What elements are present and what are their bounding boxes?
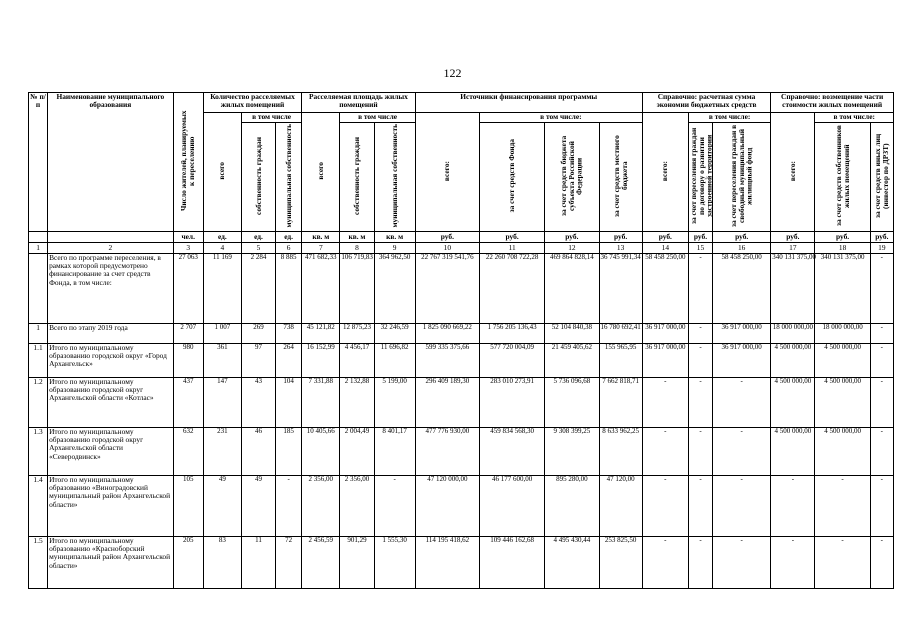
column-number: 17: [771, 243, 815, 254]
row-value: 11 169: [203, 254, 241, 324]
unit-cell: кв. м: [302, 232, 340, 243]
header-compensation-incl: в том числе:: [815, 113, 894, 123]
row-value: -: [771, 476, 815, 537]
header-regional: за счет средств бюджета субъекта Российской Федерации: [545, 123, 599, 232]
row-value: 147: [203, 378, 241, 428]
row-value: 4 500 000,00: [771, 344, 815, 378]
column-number: 19: [870, 243, 893, 254]
row-value: -: [870, 344, 893, 378]
header-fund: за счет средств Фонда: [479, 123, 544, 232]
row-value: -: [642, 476, 688, 537]
row-value: 105: [173, 476, 203, 537]
row-value: -: [688, 324, 712, 344]
header-compensation: Справочно: возмещение части стоимости жилых помещений: [771, 93, 894, 113]
row-value: 632: [173, 428, 203, 476]
row-value: 231: [203, 428, 241, 476]
column-number: 18: [815, 243, 870, 254]
row-value: -: [815, 537, 870, 589]
row-value: 264: [276, 344, 302, 378]
row-value: -: [713, 428, 771, 476]
page-number: 122: [443, 66, 462, 80]
row-value: 5 736 096,68: [545, 378, 599, 428]
row-value: 599 335 375,66: [415, 344, 479, 378]
column-number: 2: [48, 243, 174, 254]
unit-cell: [48, 232, 174, 243]
unit-cell: руб.: [599, 232, 642, 243]
row-value: -: [870, 428, 893, 476]
header-area-municipal: муниципальная собственность: [374, 123, 415, 232]
column-number: 1: [29, 243, 48, 254]
row-value: 109 446 162,68: [479, 537, 544, 589]
row-value: 459 834 568,30: [479, 428, 544, 476]
row-value: 36 917 000,00: [642, 344, 688, 378]
unit-cell: руб.: [870, 232, 893, 243]
row-value: 8 401,17: [374, 428, 415, 476]
header-rooms-total: всего: [203, 113, 241, 232]
column-number: 5: [241, 243, 275, 254]
row-value: 16 152,99: [302, 344, 340, 378]
row-value: 4 500 000,00: [771, 378, 815, 428]
header-number: № п/п: [29, 93, 48, 232]
row-value: 11 696,82: [374, 344, 415, 378]
row-value: 4 456,17: [340, 344, 374, 378]
row-value: -: [815, 476, 870, 537]
row-value: 83: [203, 537, 241, 589]
unit-cell: руб.: [713, 232, 771, 243]
row-value: 10 405,66: [302, 428, 340, 476]
row-value: 2 132,88: [340, 378, 374, 428]
row-value: 340 131 375,00: [771, 254, 815, 324]
row-value: 2 356,00: [340, 476, 374, 537]
row-value: 46: [241, 428, 275, 476]
unit-cell: руб.: [479, 232, 544, 243]
column-number: 9: [374, 243, 415, 254]
row-value: 47 120 000,00: [415, 476, 479, 537]
row-name: Итого по муниципальному образованию городской округ «Город Архангельск»: [48, 344, 174, 378]
column-number: 11: [479, 243, 544, 254]
row-value: 12 875,23: [340, 324, 374, 344]
row-name: Итого по муниципальному образованию «Виноградовский муниципальный район Архангельской области»: [48, 476, 174, 537]
unit-cell: руб.: [545, 232, 599, 243]
row-value: -: [374, 476, 415, 537]
unit-cell: ед.: [241, 232, 275, 243]
row-value: 205: [173, 537, 203, 589]
unit-cell: [29, 232, 48, 243]
row-value: 49: [241, 476, 275, 537]
column-number: 3: [173, 243, 203, 254]
row-value: -: [688, 428, 712, 476]
row-value: 1 555,30: [374, 537, 415, 589]
row-value: 18 000 000,00: [771, 324, 815, 344]
row-value: -: [688, 537, 712, 589]
column-number: 16: [713, 243, 771, 254]
row-value: 4 495 430,44: [545, 537, 599, 589]
row-value: 901,29: [340, 537, 374, 589]
row-number: 1.4: [29, 476, 48, 537]
row-name: Итого по муниципальному образованию «Красноборский муниципальный район Архангельской области»: [48, 537, 174, 589]
row-value: 22 767 319 541,76: [415, 254, 479, 324]
row-value: 469 864 828,14: [545, 254, 599, 324]
column-number: 13: [599, 243, 642, 254]
table-row: [29, 344, 894, 378]
row-value: 52 104 840,38: [545, 324, 599, 344]
row-name: Всего по программе переселения, в рамках которой предусмотрено финансирование за счет средств Фонда, в том числе:: [48, 254, 174, 324]
row-value: 2 356,00: [302, 476, 340, 537]
row-value: 22 260 708 722,28: [479, 254, 544, 324]
row-number: 1.2: [29, 378, 48, 428]
row-value: 1 825 090 669,22: [415, 324, 479, 344]
table-row: [29, 324, 894, 344]
column-number: 8: [340, 243, 374, 254]
header-sources-total: всего:: [415, 113, 479, 232]
row-value: 980: [173, 344, 203, 378]
row-value: -: [713, 537, 771, 589]
row-value: 2 004,49: [340, 428, 374, 476]
row-number: [29, 254, 48, 324]
row-value: 7 331,88: [302, 378, 340, 428]
row-value: 361: [203, 344, 241, 378]
row-value: 577 720 004,09: [479, 344, 544, 378]
row-value: 269: [241, 324, 275, 344]
unit-cell: чел.: [173, 232, 203, 243]
row-value: 8 885: [276, 254, 302, 324]
row-value: 45 121,82: [302, 324, 340, 344]
header-area: Расселяемая площадь жилых помещений: [302, 93, 415, 113]
row-number: 1.3: [29, 428, 48, 476]
row-value: -: [276, 476, 302, 537]
row-value: -: [688, 254, 712, 324]
row-value: 2 284: [241, 254, 275, 324]
row-value: 8 633 962,25: [599, 428, 642, 476]
row-value: -: [870, 537, 893, 589]
row-value: 9 308 399,25: [545, 428, 599, 476]
header-savings-total: всего:: [642, 113, 688, 232]
row-value: 296 409 189,30: [415, 378, 479, 428]
row-value: -: [642, 378, 688, 428]
row-number: 1: [29, 324, 48, 344]
row-value: 104: [276, 378, 302, 428]
unit-cell: руб.: [815, 232, 870, 243]
header-rooms-municipal: муниципальная собственность: [276, 123, 302, 232]
row-value: 1 007: [203, 324, 241, 344]
row-number: 1.5: [29, 537, 48, 589]
unit-cell: кв. м: [340, 232, 374, 243]
row-value: 364 962,50: [374, 254, 415, 324]
header-area-incl: в том числе: [340, 113, 415, 123]
row-value: 114 195 418,62: [415, 537, 479, 589]
column-number: 4: [203, 243, 241, 254]
row-value: 2 456,59: [302, 537, 340, 589]
row-value: 2 707: [173, 324, 203, 344]
row-value: 46 177 600,00: [479, 476, 544, 537]
row-value: 7 662 818,71: [599, 378, 642, 428]
row-number: 1.1: [29, 344, 48, 378]
row-value: -: [688, 378, 712, 428]
row-value: 4 500 000,00: [815, 428, 870, 476]
row-value: 283 010 273,91: [479, 378, 544, 428]
header-name: Наименование муниципального образования: [48, 93, 174, 232]
row-value: 185: [276, 428, 302, 476]
header-rooms-own: собственность граждан: [241, 123, 275, 232]
program-table: [28, 92, 894, 589]
header-owners: за счет средств собственников жилых помещений: [815, 123, 870, 232]
row-value: 21 459 405,62: [545, 344, 599, 378]
row-value: 253 825,50: [599, 537, 642, 589]
row-value: 36 745 991,34: [599, 254, 642, 324]
header-savings: Справочно: расчетная сумма экономии бюджетных средств: [642, 93, 771, 113]
header-compensation-total: всего:: [771, 113, 815, 232]
row-value: -: [870, 324, 893, 344]
header-residents: Число жителей, планируемых к переселению: [173, 93, 203, 232]
column-number: 15: [688, 243, 712, 254]
column-number: 10: [415, 243, 479, 254]
header-contract: за счет переселения граждан по договору о развитии застроенной территории: [688, 123, 712, 232]
table-row: [29, 254, 894, 324]
row-value: 4 500 000,00: [815, 344, 870, 378]
row-value: 106 719,83: [340, 254, 374, 324]
row-value: -: [771, 537, 815, 589]
row-value: -: [870, 378, 893, 428]
row-value: 58 458 250,00: [713, 254, 771, 324]
row-value: -: [688, 476, 712, 537]
column-numbers-row: [29, 243, 894, 254]
table-row: [29, 537, 894, 589]
units-row: [29, 232, 894, 243]
row-name: Итого по муниципальному образованию городской округ Архангельской области «Котлас»: [48, 378, 174, 428]
row-value: 5 199,00: [374, 378, 415, 428]
row-value: -: [642, 428, 688, 476]
table-row: [29, 378, 894, 428]
header-sources: Источники финансирования программы: [415, 93, 642, 113]
row-value: -: [713, 378, 771, 428]
row-value: 477 776 930,00: [415, 428, 479, 476]
row-value: 36 917 000,00: [713, 324, 771, 344]
row-value: 471 682,33: [302, 254, 340, 324]
column-number: 14: [642, 243, 688, 254]
row-value: 27 063: [173, 254, 203, 324]
row-value: 4 500 000,00: [815, 378, 870, 428]
table-row: [29, 428, 894, 476]
row-value: 36 917 000,00: [713, 344, 771, 378]
header-rooms-incl: в том числе: [241, 113, 301, 123]
header-area-own: собственность граждан: [340, 123, 374, 232]
unit-cell: руб.: [688, 232, 712, 243]
row-value: 43: [241, 378, 275, 428]
row-value: 47 120,00: [599, 476, 642, 537]
row-value: 11: [241, 537, 275, 589]
table-row: [29, 476, 894, 537]
header-free-housing: за счет переселения граждан в свободный муниципальный жилищный фонд: [713, 123, 771, 232]
row-value: 49: [203, 476, 241, 537]
row-value: -: [870, 476, 893, 537]
unit-cell: кв. м: [374, 232, 415, 243]
unit-cell: ед.: [276, 232, 302, 243]
row-value: 32 246,59: [374, 324, 415, 344]
row-value: 1 756 205 136,43: [479, 324, 544, 344]
row-value: 18 000 000,00: [815, 324, 870, 344]
unit-cell: руб.: [415, 232, 479, 243]
row-value: 437: [173, 378, 203, 428]
header-rooms: Количество расселяемых жилых помещений: [203, 93, 301, 113]
column-number: 7: [302, 243, 340, 254]
row-value: -: [870, 254, 893, 324]
row-value: 72: [276, 537, 302, 589]
unit-cell: руб.: [642, 232, 688, 243]
column-number: 12: [545, 243, 599, 254]
header-savings-incl: в том числе:: [688, 113, 770, 123]
row-value: -: [713, 476, 771, 537]
row-value: 36 917 000,00: [642, 324, 688, 344]
table-body: [29, 254, 894, 589]
header-others: за счет средств иных лиц (инвестор по ДРЗТ): [870, 123, 893, 232]
row-value: -: [688, 344, 712, 378]
header-sources-incl: в том числе:: [479, 113, 642, 123]
row-value: 97: [241, 344, 275, 378]
header-area-total: всего: [302, 113, 340, 232]
row-name: Всего по этапу 2019 года: [48, 324, 174, 344]
unit-cell: руб.: [771, 232, 815, 243]
row-name: Итого по муниципальному образованию городской округ Архангельской области «Северодвинск»: [48, 428, 174, 476]
row-value: 895 280,00: [545, 476, 599, 537]
row-value: 4 500 000,00: [771, 428, 815, 476]
row-value: -: [642, 537, 688, 589]
row-value: 340 131 375,00: [815, 254, 870, 324]
unit-cell: ед.: [203, 232, 241, 243]
column-number: 6: [276, 243, 302, 254]
row-value: 738: [276, 324, 302, 344]
row-value: 16 780 692,41: [599, 324, 642, 344]
row-value: 58 458 250,00: [642, 254, 688, 324]
row-value: 155 965,95: [599, 344, 642, 378]
header-local: за счет средств местного бюджета: [599, 123, 642, 232]
